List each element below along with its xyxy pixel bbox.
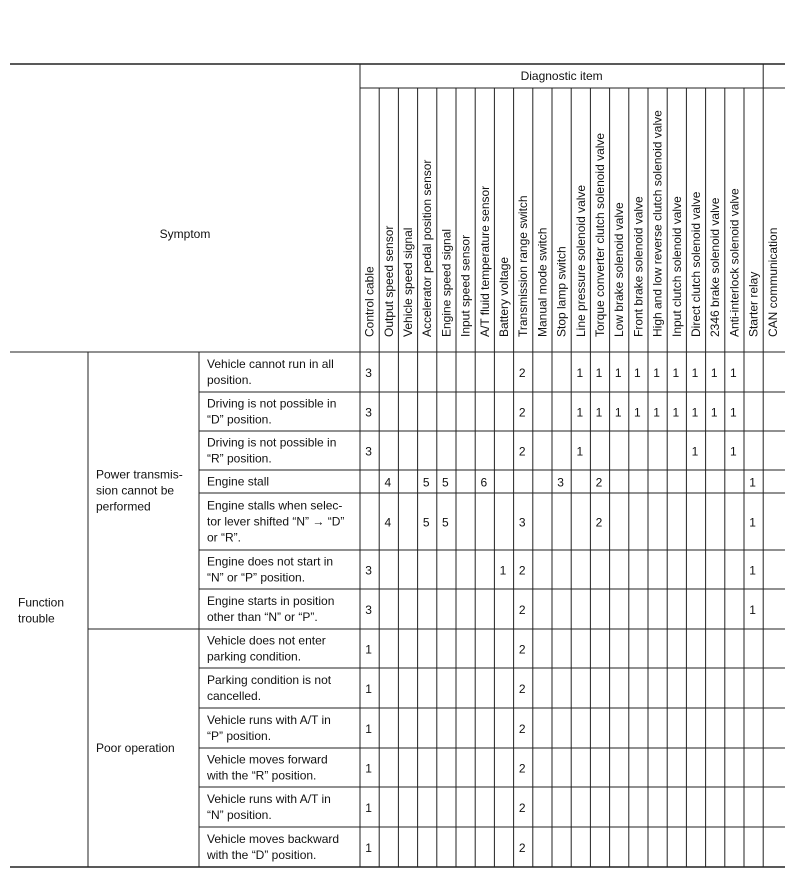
priority-value: 1 xyxy=(614,366,622,380)
priority-value: 5 xyxy=(422,475,430,490)
column-header: Anti-interlock solenoid valve xyxy=(727,188,742,337)
priority-value: 3 xyxy=(365,563,372,578)
priority-value: 2 xyxy=(518,841,526,855)
symptom-text: tor lever shifted “N” → “D” xyxy=(207,514,345,529)
group-label: performed xyxy=(96,499,151,514)
priority-value: 5 xyxy=(442,475,449,490)
priority-value: 1 xyxy=(691,366,699,380)
symptom-text: Vehicle cannot run in all xyxy=(207,357,334,371)
symptom-text: or “R”. xyxy=(207,530,241,545)
symptom-text: “N” position. xyxy=(207,808,272,822)
priority-value: 2 xyxy=(518,801,526,815)
column-header: Input clutch solenoid valve xyxy=(669,196,684,337)
priority-value: 2 xyxy=(518,366,526,380)
priority-value: 2 xyxy=(518,603,526,617)
symptom-text: “N” or “P” position. xyxy=(207,570,306,585)
category-label: trouble xyxy=(18,611,55,626)
column-header: Low brake solenoid valve xyxy=(612,202,627,337)
priority-value: 1 xyxy=(691,405,699,420)
priority-value: 3 xyxy=(518,515,526,530)
symptom-text: cancelled. xyxy=(207,689,262,703)
priority-value: 1 xyxy=(691,444,699,459)
priority-value: 1 xyxy=(595,405,603,420)
symptom-text: position. xyxy=(207,373,252,387)
symptom-text: “D” position. xyxy=(207,412,272,427)
column-header: Direct clutch solenoid valve xyxy=(689,191,703,337)
symptom-text: other than “N” or “P”. xyxy=(207,610,318,624)
priority-value: 3 xyxy=(557,475,564,490)
priority-value: 1 xyxy=(672,405,680,420)
column-header: Output speed sensor xyxy=(381,225,396,337)
priority-value: 1 xyxy=(576,405,584,420)
symptom-heading: Symptom xyxy=(159,227,211,241)
priority-value: 2 xyxy=(595,475,603,490)
column-header: A/T fluid temperature sensor xyxy=(477,185,492,337)
priority-value: 2 xyxy=(595,515,603,530)
priority-value: 3 xyxy=(365,366,372,380)
priority-value: 5 xyxy=(442,515,449,530)
symptom-text: Engine stall xyxy=(207,474,270,489)
priority-value: 3 xyxy=(365,603,372,617)
symptom-text: “R” position. xyxy=(207,451,272,466)
priority-value: 2 xyxy=(518,682,526,696)
symptom-text: Vehicle does not enter xyxy=(207,633,326,648)
symptom-text: Vehicle runs with A/T in xyxy=(207,792,331,806)
column-header: Stop lamp switch xyxy=(554,246,569,337)
group-label: Power transmis- xyxy=(96,467,183,482)
priority-value: 4 xyxy=(384,475,392,490)
priority-value: 6 xyxy=(480,475,488,490)
symptom-text: parking condition. xyxy=(207,649,302,664)
priority-value: 1 xyxy=(672,366,680,380)
column-header: Battery voltage xyxy=(497,256,511,337)
group-label: Poor operation xyxy=(96,741,175,755)
symptom-text: with the “D” position. xyxy=(207,848,317,862)
priority-value: 1 xyxy=(730,444,737,459)
symptom-text: Engine stalls when selec- xyxy=(207,498,343,513)
priority-value: 2 xyxy=(518,722,526,736)
symptom-text: Driving is not possible in xyxy=(207,396,337,411)
symptom-text: “P” position. xyxy=(207,729,272,743)
priority-value: 4 xyxy=(384,515,392,530)
symptom-text: with the “R” position. xyxy=(207,768,317,783)
priority-value: 1 xyxy=(653,405,660,420)
column-header: High and low reverse clutch solenoid valve xyxy=(650,110,665,337)
priority-value: 1 xyxy=(365,642,372,657)
priority-value: 1 xyxy=(576,366,584,380)
column-header: Line pressure solenoid valve xyxy=(573,184,588,337)
priority-value: 1 xyxy=(710,366,718,380)
priority-value: 1 xyxy=(365,682,372,696)
priority-value: 1 xyxy=(730,405,737,420)
priority-value: 1 xyxy=(365,722,372,736)
column-header: Starter relay xyxy=(746,271,761,337)
symptom-text: Driving is not possible in xyxy=(207,435,337,450)
priority-value: 2 xyxy=(518,642,526,657)
priority-value: 1 xyxy=(749,563,756,578)
column-header: Manual mode switch xyxy=(535,227,550,337)
priority-value: 1 xyxy=(576,444,584,459)
column-header: Transmission range switch xyxy=(516,195,531,337)
priority-value: 1 xyxy=(365,801,372,815)
category-label: Function xyxy=(18,595,65,610)
symptom-text: Vehicle moves forward xyxy=(207,752,328,767)
priority-value: 1 xyxy=(499,563,507,578)
column-header: Engine speed signal xyxy=(439,228,454,337)
column-header: Vehicle speed signal xyxy=(401,227,415,337)
priority-value: 1 xyxy=(730,366,737,380)
symptom-text: Engine starts in position xyxy=(207,594,335,608)
priority-value: 2 xyxy=(518,563,526,578)
priority-value: 1 xyxy=(634,366,641,380)
column-header: CAN communication xyxy=(765,227,780,337)
symptom-text: Vehicle runs with A/T in xyxy=(207,713,331,727)
column-header: Control cable xyxy=(362,266,377,337)
priority-value: 1 xyxy=(653,366,660,380)
priority-value: 1 xyxy=(634,405,641,420)
priority-value: 1 xyxy=(595,366,603,380)
priority-value: 3 xyxy=(365,444,372,459)
priority-value: 1 xyxy=(614,405,622,420)
priority-value: 1 xyxy=(710,405,718,420)
group-label: sion cannot be xyxy=(96,483,175,498)
priority-value: 1 xyxy=(365,761,372,776)
priority-value: 1 xyxy=(749,515,756,530)
diagnostic-item-heading: Diagnostic item xyxy=(520,69,603,83)
priority-value: 2 xyxy=(518,444,526,459)
symptom-text: Engine does not start in xyxy=(207,554,334,569)
column-header: Torque converter clutch solenoid valve xyxy=(593,132,607,337)
priority-value: 1 xyxy=(749,475,756,490)
priority-value: 2 xyxy=(518,761,526,776)
priority-value: 2 xyxy=(518,405,526,420)
column-header: Front brake solenoid valve xyxy=(631,196,646,337)
priority-value: 1 xyxy=(749,603,756,617)
column-header: Accelerator pedal position sensor xyxy=(420,159,435,337)
column-header: 2346 brake solenoid valve xyxy=(708,197,723,337)
priority-value: 1 xyxy=(365,841,372,855)
priority-value: 5 xyxy=(422,515,430,530)
symptom-text: Parking condition is not xyxy=(207,673,332,687)
column-header: Input speed sensor xyxy=(458,234,473,337)
symptom-text: Vehicle moves backward xyxy=(207,832,340,846)
priority-value: 3 xyxy=(365,405,372,420)
